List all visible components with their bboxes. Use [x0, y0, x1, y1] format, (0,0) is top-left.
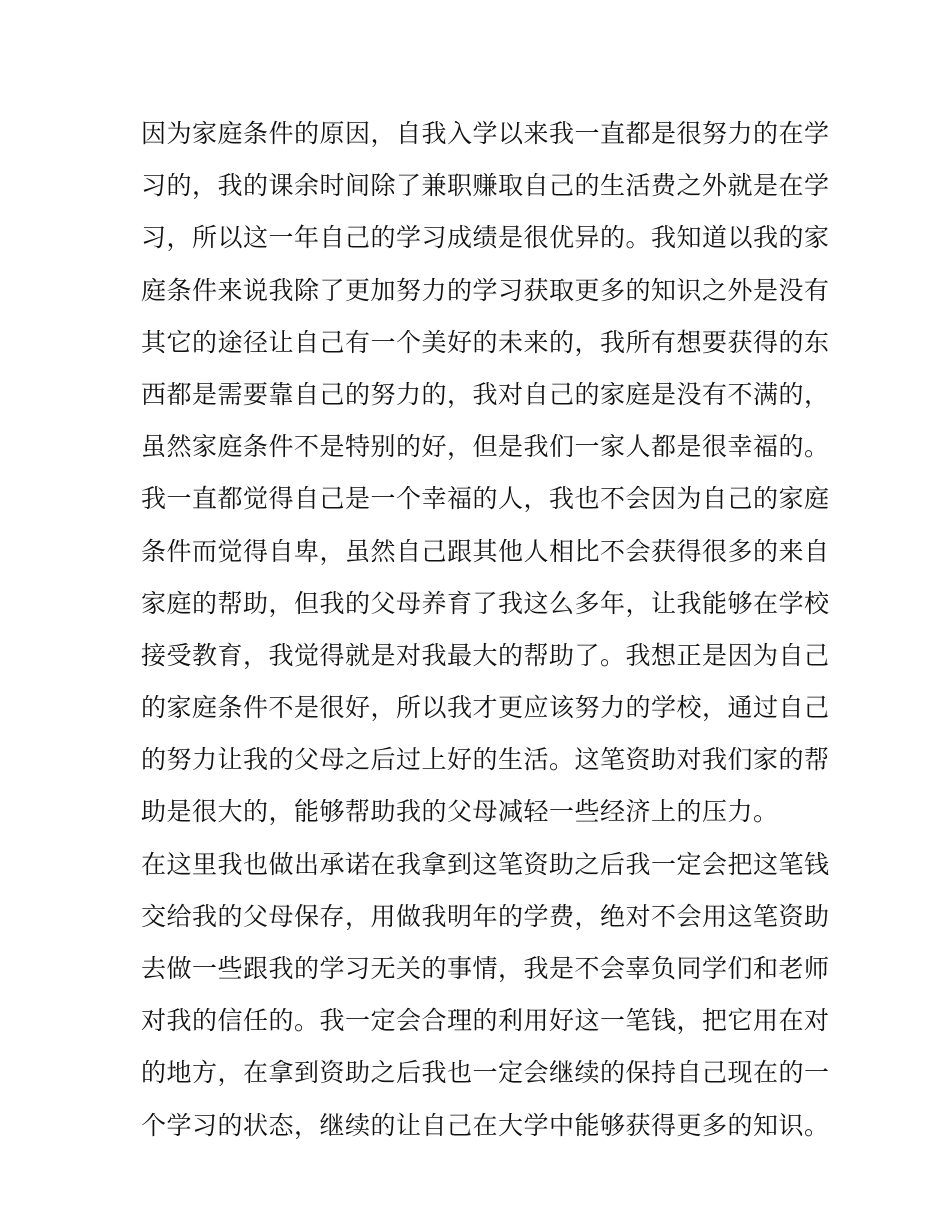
text-line-1: 因为家庭条件的原因，自我入学以来我一直都是很努力的在学	[141, 119, 830, 148]
text-line-2: 习的，我的课余时间除了兼职赚取自己的生活费之外就是在学	[141, 171, 830, 201]
text-line-20: 个学习的状态，继续的让自己在大学中能够获得更多的知识。	[141, 1110, 830, 1140]
text-line-18: 对我的信任的。我一定会合理的利用好这一笔钱，把它用在对	[141, 1006, 830, 1036]
text-line-14: 助是很大的，能够帮助我的父母减轻一些经济上的压力。	[141, 797, 779, 827]
text-line-9: 条件而觉得自卑，虽然自己跟其他人相比不会获得很多的来自	[141, 536, 830, 566]
text-line-19: 的地方，在拿到资助之后我也一定会继续的保持自己现在的一	[141, 1058, 830, 1088]
text-line-11: 接受教育，我觉得就是对我最大的帮助了。我想正是因为自己	[141, 640, 830, 670]
text-line-5: 其它的途径让自己有一个美好的未来的，我所有想要获得的东	[141, 327, 830, 357]
text-line-13: 的努力让我的父母之后过上好的生活。这笔资助对我们家的帮	[141, 745, 830, 775]
text-line-3: 习，所以这一年自己的学习成绩是很优异的。我知道以我的家	[141, 223, 830, 253]
body-text	[141, 108, 830, 1152]
text-line-10: 家庭的帮助，但我的父母养育了我这么多年，让我能够在学校	[141, 588, 830, 618]
text-line-4: 庭条件来说我除了更加努力的学习获取更多的知识之外是没有	[141, 275, 830, 305]
text-line-7: 虽然家庭条件不是特别的好，但是我们一家人都是很幸福的。	[141, 432, 830, 462]
text-line-8: 我一直都觉得自己是一个幸福的人，我也不会因为自己的家庭	[141, 484, 830, 514]
text-line-15: 在这里我也做出承诺在我拿到这笔资助之后我一定会把这笔钱	[141, 849, 830, 879]
text-line-16: 交给我的父母保存，用做我明年的学费，绝对不会用这笔资助	[141, 901, 830, 931]
text-line-12: 的家庭条件不是很好，所以我才更应该努力的学校，通过自己	[141, 693, 830, 723]
text-line-17: 去做一些跟我的学习无关的事情，我是不会辜负同学们和老师	[141, 954, 830, 983]
text-line-6: 西都是需要靠自己的努力的，我对自己的家庭是没有不满的，	[141, 379, 830, 409]
